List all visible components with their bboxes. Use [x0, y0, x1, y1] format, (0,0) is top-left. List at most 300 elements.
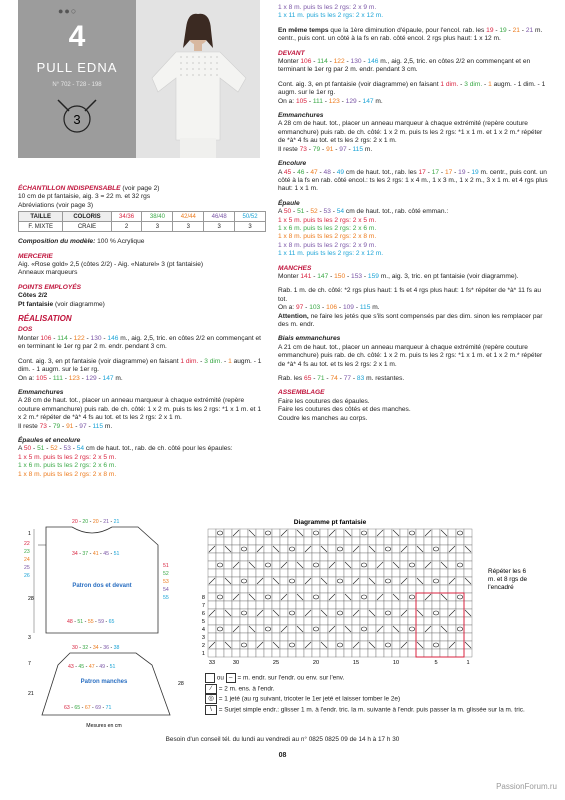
- chart-cell: [360, 633, 368, 641]
- chart-cell: [440, 633, 448, 641]
- chart-cell: [448, 593, 456, 601]
- heading-points: POINTS EMPLOYÉS: [18, 283, 82, 291]
- chart-cell: [392, 617, 400, 625]
- assemblage-line: Faire les coutures des épaules.: [278, 397, 370, 405]
- size-label: TAILLE: [19, 212, 63, 222]
- chart-cell: [416, 633, 424, 641]
- chart-cell: [312, 553, 320, 561]
- chart-cell: [312, 537, 320, 545]
- left-height: 22: [24, 541, 30, 547]
- chart-cell: [264, 649, 272, 657]
- chart-cell: [264, 609, 272, 617]
- chart-cell: [464, 625, 472, 633]
- chart-cell: [248, 577, 256, 585]
- chart-cell: [400, 625, 408, 633]
- chart-cell: [440, 649, 448, 657]
- chart-cell: [248, 585, 256, 593]
- chart-cell: [336, 593, 344, 601]
- chart-cell: [384, 537, 392, 545]
- chart-cell: [384, 617, 392, 625]
- chart-cell: [264, 633, 272, 641]
- chart-cell: [416, 601, 424, 609]
- chart-cell: [360, 649, 368, 657]
- chart-cell: [424, 569, 432, 577]
- chart-cell: [376, 649, 384, 657]
- chart-cell: [440, 577, 448, 585]
- chart-cell: [216, 537, 224, 545]
- chart-cell: [224, 625, 232, 633]
- chart-col-label: 30: [232, 660, 240, 666]
- man-para1: Monter 141 - 147 - 150 - 153 - 159 m., aig. 3, tric. en pt fantaisie (voir diagramme).: [278, 272, 519, 280]
- chart-cell: [384, 585, 392, 593]
- chart-cell: [344, 545, 352, 553]
- chart-cell: [448, 537, 456, 545]
- chart-cell: [328, 609, 336, 617]
- chart-cell: [448, 601, 456, 609]
- chart-cell: [272, 529, 280, 537]
- ech-ref: (voir page 2): [120, 185, 160, 192]
- left-height: 25: [24, 565, 30, 571]
- emm-reste: Il reste 73 - 79 - 91 - 97 - 115 m.: [18, 422, 113, 430]
- chart-cell: [360, 569, 368, 577]
- chart-cell: [232, 545, 240, 553]
- chart-cell: [296, 633, 304, 641]
- chart-cell: [264, 545, 272, 553]
- chart-cell: [328, 569, 336, 577]
- chart-cell: [416, 585, 424, 593]
- chart-cell: [312, 545, 320, 553]
- chart-cell: [216, 577, 224, 585]
- chart-cell: [456, 537, 464, 545]
- dev-para2: Cont. aig. 3, en pt fantaisie (voir diagramme) en faisant 1 dim. - 3 dim. - 1 augm. - 1 dim. - 1 augm. sur le 1er rg.: [278, 80, 546, 97]
- chart-cell: [392, 585, 400, 593]
- chart-col-labels: [209, 660, 470, 666]
- chart-cell: [208, 601, 216, 609]
- chart-cell: [208, 593, 216, 601]
- chart-cell: [232, 553, 240, 561]
- chart-cell: [320, 617, 328, 625]
- body-rib-height: 3: [28, 635, 31, 641]
- chart-cell: [208, 561, 216, 569]
- chart-cell: [240, 617, 248, 625]
- heading-biais: Biais emmanchures: [278, 335, 341, 343]
- mercerie-line2: Anneaux marqueurs: [18, 269, 78, 277]
- chart-cell: [432, 649, 440, 657]
- chart-cell: [264, 601, 272, 609]
- chart-cell: [376, 553, 384, 561]
- pattern-header: [18, 0, 136, 158]
- chart-cell: [392, 545, 400, 553]
- chart-cell: [264, 577, 272, 585]
- chart-cell: [464, 601, 472, 609]
- chart-cell: [432, 585, 440, 593]
- chart-cell: [280, 641, 288, 649]
- chart-cell: [224, 617, 232, 625]
- chart-cell: [456, 609, 464, 617]
- heading-epaules-encolure: Épaules et encolure: [18, 436, 81, 444]
- emm-para-devant: A 28 cm de haut. tot., placer un anneau marqueur à chaque extrémité (repère couture emmanchure) puis rab. de ch. côté: 1 x 2 m. puis ts les 2 rgs: *1 x 1 m. et 1 x 2 m.* répéter de *à* 4 fs au tot. et ts les 2 rgs: 2 x 1 m.: [278, 120, 543, 145]
- chart-cell: [224, 593, 232, 601]
- enc-para: A 45 - 46 - 47 - 48 - 49 cm de haut. tot., rab. les 17 - 17 - 17 - 19 - 19 m. centr., puis cont. un côté à la fs en rab. côté encol.: ts les 2 rgs: 1 x 4 m., 1 x 3 m., 1 x 2 m., 3 x 1 m. et 4 rgs plus haut: 1 x 1 m.: [278, 168, 548, 193]
- chart-cell: [232, 649, 240, 657]
- chart-cell: [296, 609, 304, 617]
- chart-cell: [456, 617, 464, 625]
- chart-cell: [384, 569, 392, 577]
- body-outline: [46, 527, 158, 633]
- chart-cell: [464, 561, 472, 569]
- chart-cell: [232, 641, 240, 649]
- chart-cell: [432, 537, 440, 545]
- epa-row: 1 x 5 m. puis ts les 2 rgs: 2 x 5 m.: [18, 453, 117, 461]
- size-cell: 42/44: [173, 212, 204, 222]
- right-height: 51: [163, 563, 169, 569]
- chart-cell: [256, 601, 264, 609]
- right-height: 52: [163, 571, 169, 577]
- pattern-title: PULL EDNA: [36, 60, 118, 75]
- chart-cell: [400, 633, 408, 641]
- chart-cell: [408, 649, 416, 657]
- chart-cell: [272, 537, 280, 545]
- chart-col-label: 10: [392, 660, 400, 666]
- chart-row-label: 7: [201, 603, 205, 609]
- qty-cell: 3: [142, 222, 173, 232]
- chart-cell: [440, 641, 448, 649]
- chart-cell: [352, 529, 360, 537]
- chart-cell: [256, 593, 264, 601]
- chart-cell: [296, 577, 304, 585]
- chart-cell: [208, 617, 216, 625]
- chart-cell: [328, 577, 336, 585]
- chart-cell: [464, 569, 472, 577]
- size-cell: 46/48: [204, 212, 235, 222]
- chart-cell: [216, 569, 224, 577]
- chart-cell: [392, 569, 400, 577]
- chart-cell: [288, 593, 296, 601]
- chart-cell: [280, 569, 288, 577]
- dos-para1: Monter 106 - 114 - 122 - 130 - 146 m., aig. 2,5, tric. en côtes 2/2 en commençant et en terminant le 1er rg par 2 m. endr. pendant 3 cm.: [18, 334, 262, 351]
- chart-cell: [400, 601, 408, 609]
- chart-cell: [264, 553, 272, 561]
- chart-cell: [456, 649, 464, 657]
- chart-cell: [304, 537, 312, 545]
- chart-cell: [248, 569, 256, 577]
- chart-cell: [448, 585, 456, 593]
- chart-cell: [352, 633, 360, 641]
- chart-cell: [208, 649, 216, 657]
- right-height: 54: [163, 587, 169, 593]
- chart-col-label: 15: [352, 660, 360, 666]
- chart-cell: [224, 649, 232, 657]
- top-row: 1 x 8 m. puis ts les 2 rgs: 2 x 9 m.: [278, 4, 377, 11]
- chart-cell: [264, 617, 272, 625]
- chart-cell: [312, 633, 320, 641]
- chart-cell: [352, 625, 360, 633]
- watermark: PassionForum.ru: [496, 782, 557, 791]
- chart-cell: [464, 649, 472, 657]
- chart-cell: [256, 569, 264, 577]
- chart-cell: [352, 537, 360, 545]
- epaule-row: 1 x 5 m. puis ts les 2 rgs: 2 x 5 m.: [278, 216, 377, 224]
- chart-row-label: 8: [201, 595, 205, 601]
- chart-cell: [320, 633, 328, 641]
- chart-cell: [296, 569, 304, 577]
- chart-cell: [424, 537, 432, 545]
- chart-cell: [296, 641, 304, 649]
- chart-cell: [408, 577, 416, 585]
- points-line2: Pt fantaisie: [18, 300, 54, 308]
- chart-cell: [392, 633, 400, 641]
- chart-cell: [384, 601, 392, 609]
- pattern-ref: N° 702 - T28 - 198: [52, 82, 102, 88]
- chart-cell: [272, 561, 280, 569]
- chart-cell: [208, 553, 216, 561]
- chart-cell: [208, 537, 216, 545]
- chart-cell: [336, 561, 344, 569]
- chart-cell: [264, 641, 272, 649]
- epaule-row: 1 x 8 m. puis ts les 2 rgs: 2 x 8 m.: [278, 233, 377, 241]
- chart-cell: [248, 537, 256, 545]
- chart-cell: [296, 553, 304, 561]
- chart-cell: [344, 641, 352, 649]
- chart-cell: [272, 553, 280, 561]
- difficulty-dots: ●●○: [58, 6, 78, 16]
- dos-para3: On a: 105 - 111 - 123 - 129 - 147 m.: [18, 374, 123, 382]
- sleeve-height-28: 28: [178, 681, 184, 687]
- chart-cell: [272, 585, 280, 593]
- chart-row-label: 3: [201, 635, 205, 641]
- biais-rab: Rab. les 65 - 71 - 74 - 77 - 83 m. restantes.: [278, 375, 405, 383]
- emm-para: A 28 cm de haut. tot., placer un anneau marqueur à chaque extrémité (repère couture emmanchure) puis rab. de ch. côté: 1 x 2 m. puis ts les 2 rgs: *1 x 1 m. et 1 x 2 m.* répéter de *à* 4 fs au tot. et ts les 2 rgs: 2 x 1 m.: [18, 397, 261, 422]
- chart-cell: [328, 537, 336, 545]
- heading-emmanchures: Emmanchures: [18, 388, 64, 396]
- chart-title: Diagramme pt fantaisie: [293, 519, 367, 526]
- chart-cell: [400, 649, 408, 657]
- chart-cell: [440, 601, 448, 609]
- chart-cell: [368, 529, 376, 537]
- chart-cell: [304, 553, 312, 561]
- chart-legend: [205, 673, 545, 716]
- chart-cell: [288, 529, 296, 537]
- chart-cell: [400, 569, 408, 577]
- chart-cell: [288, 649, 296, 657]
- assemblage-line: Coudre les manches au corps.: [278, 414, 368, 422]
- chart-cell: [376, 617, 384, 625]
- chart-row-labels: [202, 595, 205, 657]
- chart-cell: [360, 609, 368, 617]
- chart-cell: [288, 561, 296, 569]
- chart-cell: [288, 601, 296, 609]
- chart-cell: [432, 529, 440, 537]
- chart-cell: [360, 585, 368, 593]
- epaule-row: 1 x 6 m. puis ts les 2 rgs: 2 x 6 m.: [278, 224, 377, 232]
- epa-row: 1 x 8 m. puis ts les 2 rgs: 2 x 8 m.: [18, 470, 117, 478]
- heading-manches: MANCHES: [278, 264, 312, 272]
- chart-cell: [376, 633, 384, 641]
- chart-cell: [256, 561, 264, 569]
- chart-cell: [376, 537, 384, 545]
- chart-cell: [408, 641, 416, 649]
- chart-cell: [240, 649, 248, 657]
- qty-cell: 2: [111, 222, 142, 232]
- chart-cell: [312, 641, 320, 649]
- chart-cell: [336, 529, 344, 537]
- right-column: [278, 4, 548, 423]
- patron-dos-label: Patron dos et devant: [72, 583, 132, 589]
- qty-cell: 3: [173, 222, 204, 232]
- size-cell: 38/40: [142, 212, 173, 222]
- chart-cell: [344, 585, 352, 593]
- chart-cell: [360, 601, 368, 609]
- left-height: 26: [24, 573, 30, 579]
- chart-cell: [416, 649, 424, 657]
- chart-cell: [256, 625, 264, 633]
- chart-cell: [320, 593, 328, 601]
- sleeve-mid-measure: 43 - 45 - 47 - 49 - 51: [68, 664, 116, 670]
- chart-cell: [320, 585, 328, 593]
- chart-cell: [408, 545, 416, 553]
- chart-cell: [232, 577, 240, 585]
- chart-cell: [280, 633, 288, 641]
- chart-cell: [248, 633, 256, 641]
- chart-cell: [344, 577, 352, 585]
- chart-cell: [400, 529, 408, 537]
- chart-cell: [464, 617, 472, 625]
- chart-cell: [464, 585, 472, 593]
- chart-cell: [336, 601, 344, 609]
- qty-cell: 3: [204, 222, 235, 232]
- chart-cell: [256, 617, 264, 625]
- epaule-row: 1 x 11 m. puis ts les 2 rgs: 2 x 12 m.: [278, 250, 384, 258]
- chart-cell: [352, 553, 360, 561]
- chart-cell: [280, 609, 288, 617]
- chart-cell: [240, 585, 248, 593]
- chart-cell: [368, 569, 376, 577]
- chart-cell: [336, 553, 344, 561]
- chart-cell: [344, 569, 352, 577]
- chart-cell: [360, 537, 368, 545]
- chart-cell: [424, 641, 432, 649]
- chart-cell: [208, 633, 216, 641]
- chart-cell: [416, 561, 424, 569]
- chart-cell: [216, 545, 224, 553]
- chart-cell: [240, 569, 248, 577]
- chart-row-label: 2: [201, 643, 205, 649]
- chart-cell: [296, 545, 304, 553]
- chart-cell: [352, 561, 360, 569]
- chart-cell: [456, 553, 464, 561]
- chart-cell: [304, 529, 312, 537]
- chart-cell: [224, 537, 232, 545]
- chart-row-label: 6: [201, 611, 205, 617]
- chart-cell: [240, 633, 248, 641]
- body-top-measure: 20 - 20 - 20 - 21 - 21: [72, 519, 120, 525]
- chart-cell: [440, 617, 448, 625]
- chart-cell: [456, 633, 464, 641]
- chart-cell: [376, 585, 384, 593]
- chart-cell: [440, 537, 448, 545]
- chart-cell: [440, 553, 448, 561]
- chart-cell: [424, 633, 432, 641]
- chart-cell: [304, 569, 312, 577]
- chart-cell: [368, 633, 376, 641]
- chart-cell: [256, 585, 264, 593]
- chart-cell: [240, 529, 248, 537]
- chart-cell: [296, 585, 304, 593]
- chart-cell: [408, 633, 416, 641]
- chart-cell: [280, 537, 288, 545]
- size-cell: 50/52: [235, 212, 266, 222]
- chart-cell: [240, 537, 248, 545]
- chart-cell: [424, 617, 432, 625]
- chart-cell: [400, 553, 408, 561]
- chart-cell: [384, 529, 392, 537]
- chart-cell: [408, 585, 416, 593]
- chart-cell: [368, 625, 376, 633]
- chart-cell: [216, 609, 224, 617]
- chart-cell: [432, 561, 440, 569]
- chart-cell: [360, 577, 368, 585]
- chart-cell: [384, 649, 392, 657]
- legend-item: ⁄ = 2 m. ens. à l'endr.: [205, 684, 545, 695]
- chart-cell: [448, 561, 456, 569]
- chart-cell: [280, 553, 288, 561]
- ech-line2: Abréviations (voir page 3): [18, 201, 94, 209]
- chart-cell: [392, 537, 400, 545]
- chart-cell: [464, 593, 472, 601]
- chart-cell: [296, 617, 304, 625]
- chart-cell: [296, 601, 304, 609]
- left-height: 24: [24, 557, 30, 563]
- ech-line1: 10 cm de pt fantaisie, aig. 3 = 22 m. et 32 rgs: [18, 193, 151, 201]
- epaule-row: 1 x 8 m. puis ts les 2 rgs: 2 x 9 m.: [278, 241, 377, 249]
- chart-cell: [376, 601, 384, 609]
- patron-manches-label: Patron manches: [80, 679, 128, 685]
- chart-cell: [400, 593, 408, 601]
- heading-dos: DOS: [18, 326, 33, 334]
- chart-cell: [224, 633, 232, 641]
- chart-cell: [432, 617, 440, 625]
- chart-cell: [272, 601, 280, 609]
- chart-cell: [288, 553, 296, 561]
- heading-assemblage: ASSEMBLAGE: [278, 389, 325, 397]
- dev-para1: Monter 106 - 114 - 122 - 130 - 146 m., aig. 2,5, tric. en côtes 2/2 en commençant et en terminant le 1er rg par 2 m. endr. pendant 3 cm.: [278, 58, 531, 74]
- chart-cell: [456, 601, 464, 609]
- chart-cell: [248, 641, 256, 649]
- chart-cell: [280, 649, 288, 657]
- chart-cell: [312, 569, 320, 577]
- chart-cell: [456, 585, 464, 593]
- model-photo: [136, 0, 260, 158]
- chart-cell: [408, 537, 416, 545]
- chart-cell: [400, 617, 408, 625]
- chart-cell: [392, 601, 400, 609]
- chart-cell: [280, 545, 288, 553]
- chart-cell: [272, 633, 280, 641]
- left-column: [18, 185, 266, 479]
- chart-cell: [440, 545, 448, 553]
- chart-cell: [432, 601, 440, 609]
- legend-item: ou – = m. endr. sur l'endr. ou env. sur l'env.: [205, 673, 545, 684]
- body-neck-measure: 34 - 37 - 41 - 45 - 51: [72, 551, 120, 557]
- chart-cell: [248, 617, 256, 625]
- chart-cell: [336, 537, 344, 545]
- chart-cell: [464, 537, 472, 545]
- chart-cell: [408, 617, 416, 625]
- chart-cell: [272, 649, 280, 657]
- sleeve-height-21: 21: [28, 691, 34, 697]
- chart-cell: [368, 553, 376, 561]
- chart-cell: [440, 609, 448, 617]
